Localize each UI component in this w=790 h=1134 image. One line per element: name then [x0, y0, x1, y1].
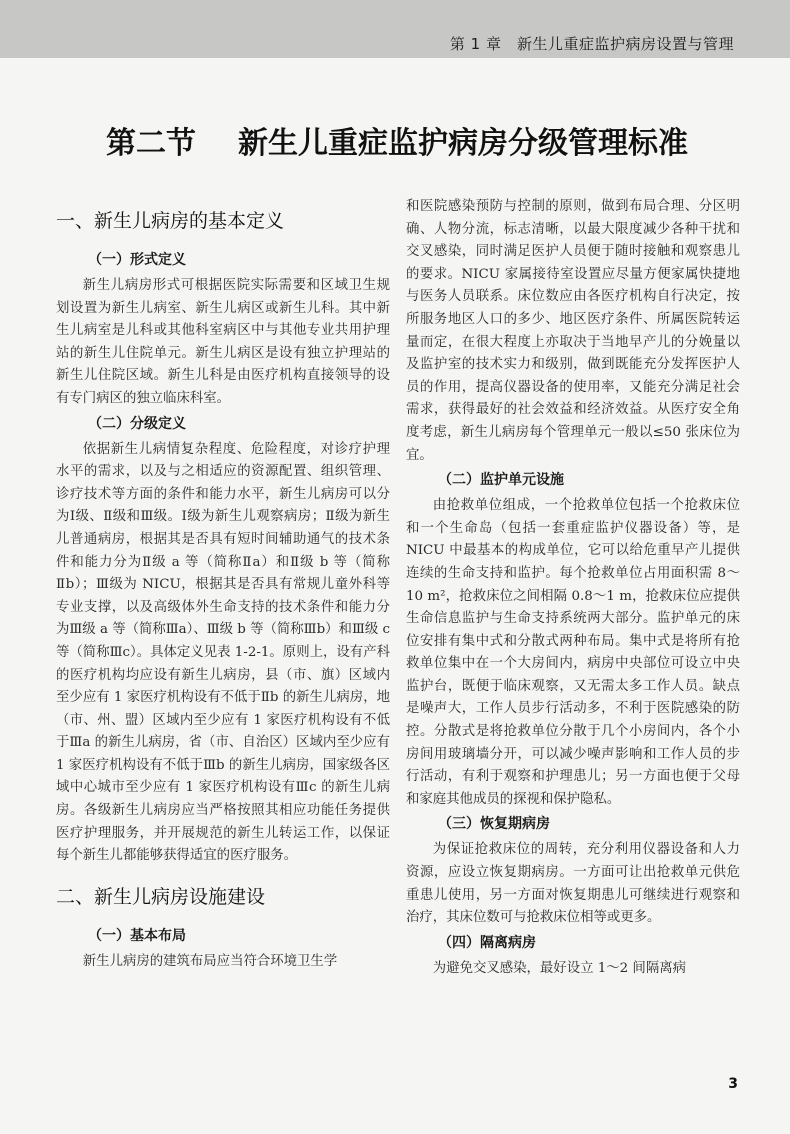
subheading-recovery-ward: （三）恢复期病房: [438, 816, 550, 833]
paragraph-basic-layout-continued: 和医院感染预防与控制的原则，做到布局合理、分区明确、人物分流，标志清晰，以最大限度减少各种干扰和交叉感染，同时满足医护人员便于随时接触和观察患儿的要求。NICU 家属接待室设置应尽量方便家属快捷地与医务人员联系。床位数应由各医疗机构自行决定，按所服务地区人口的多少、地区医疗条件、所属医院转运量而定，在很大程度上亦取决于当地早产儿的分娩量以及监护室的技术实力和级别，做到既能充分发挥医护人员的作用，提高仪器设备的使用率，又能充分满足社会需求，获得最好的社会效益和经济效益。从医疗安全角度考虑，新生儿病房每个管理单元一般以≤50 张床位为宜。: [406, 199, 740, 463]
subheading-isolation-ward: （四）隔离病房: [438, 934, 536, 951]
subheading-basic-layout: （一）基本布局: [88, 927, 186, 944]
running-header-bar: [0, 0, 790, 58]
section-number: 第二节: [106, 126, 196, 161]
paragraph-recovery-ward: 为保证抢救床位的周转，充分利用仪器设备和人力资源，应设立恢复期病房。一方面可让出抢救单元供危重患儿使用，另一方面对恢复期患儿可继续进行观察和治疗，其床位数可与抢救床位相等或更多。: [406, 842, 740, 926]
section-title-text: 新生儿重症监护病房分级管理标准: [238, 126, 688, 161]
paragraph-grade-definition: 依据新生儿病情复杂程度、危险程度，对诊疗护理水平的需求，以及与之相适应的资源配置、组织管理、诊疗技术等方面的条件和能力水平，新生儿病房可以分为Ⅰ级、Ⅱ级和Ⅲ级。Ⅰ级为新生儿观察病房；Ⅱ级为新生儿普通病房，根据其是否具有短时间辅助通气的技术条件和能力分为Ⅱ级 a 等（简称Ⅱa）和Ⅱ级 b 等（简称Ⅱb）；Ⅲ级为 NICU，根据其是否具有常规儿童外科等专业支撑，以及高级体外生命支持的技术条件和能力分为Ⅲ级 a 等（简称Ⅲa）、Ⅲ级 b 等（简称Ⅲb）和Ⅲ级 c 等（简称Ⅲc）。具体定义见表 1-2-1。原则上，设有产科的医疗机构均应设有新生儿病房，县（市、旗）区域内至少应有 1 家医疗机构设有不低于Ⅱb 的新生儿病房，地（市、州、盟）区域内至少应有 1 家医疗机构设有不低于Ⅲa 的新生儿病房，省（市、自治区）区域内至少应有 1 家医疗机构设有不低于Ⅲb 的新生儿病房，国家级各区域中心城市至少应有 1 家医疗机构设有Ⅲc 的新生儿病房。各级新生儿病房应当严格按照其相应功能任务提供医疗护理服务，并开展规范的新生儿转运工作，以保证每个新生儿都能够获得适宜的医疗服务。: [56, 441, 391, 864]
running-header-chapter: 第 1 章 新生儿重症监护病房设置与管理: [449, 35, 734, 53]
left-column: [56, 196, 390, 973]
subheading-monitoring-unit: （二）监护单元设施: [438, 472, 564, 489]
page-number: 3: [728, 1076, 738, 1092]
subheading-form-definition: （一）形式定义: [88, 252, 186, 268]
paragraph-monitoring-unit: 由抢救单位组成，一个抢救单位包括一个抢救床位和一个生命岛（包括一套重症监护仪器设备）等，是 NICU 中最基本的构成单位，它可以给危重早产儿提供连续的生命支持和监护。每个抢救单位占用面积需 8～10 m²，抢救床位之间相隔 0.8～1 m，抢救床位应提供生命信息监护与生命支持系统两大部分。监护单元的床位安排有集中式和分散式两种布局。集中式是将所有抢救单位集中在一个大房间内，病房中央部位可设立中央监护台，既便于临床观察，又无需太多工作人员。缺点是噪声大，工作人员步行活动多，不利于医院感染的防控。分散式是将抢救单位分散于几个小房间内，各个小房间用玻璃墙分开，可以减少噪声影响和工作人员的步行活动，有利于观察和护理患儿；另一方面也便于父母和家庭其他成员的探视和保护隐私。: [406, 498, 740, 807]
right-column: [406, 196, 740, 980]
paragraph-form-definition: 新生儿病房形式可根据医院实际需要和区域卫生规划设置为新生儿病室、新生儿病区或新生儿科。其中新生儿病室是儿科或其他科室病区中与其他专业共用护理站的新生儿住院单元。新生儿病区是设有独立护理站的新生儿住院区域。新生儿科是由医疗机构直接领导的设有专门病区的独立临床科室。: [56, 278, 390, 406]
paragraph-basic-layout-start: 新生儿病房的建筑布局应当符合环境卫生学: [82, 953, 338, 969]
subheading-grade-definition: （二）分级定义: [88, 415, 186, 432]
heading-facility-construction: 二、新生儿病房设施建设: [56, 885, 266, 908]
paragraph-isolation-ward: 为避免交叉感染，最好设立 1～2 间隔离病: [432, 960, 686, 976]
section-title: [106, 118, 746, 162]
heading-basic-definition: 一、新生儿病房的基本定义: [56, 210, 285, 232]
